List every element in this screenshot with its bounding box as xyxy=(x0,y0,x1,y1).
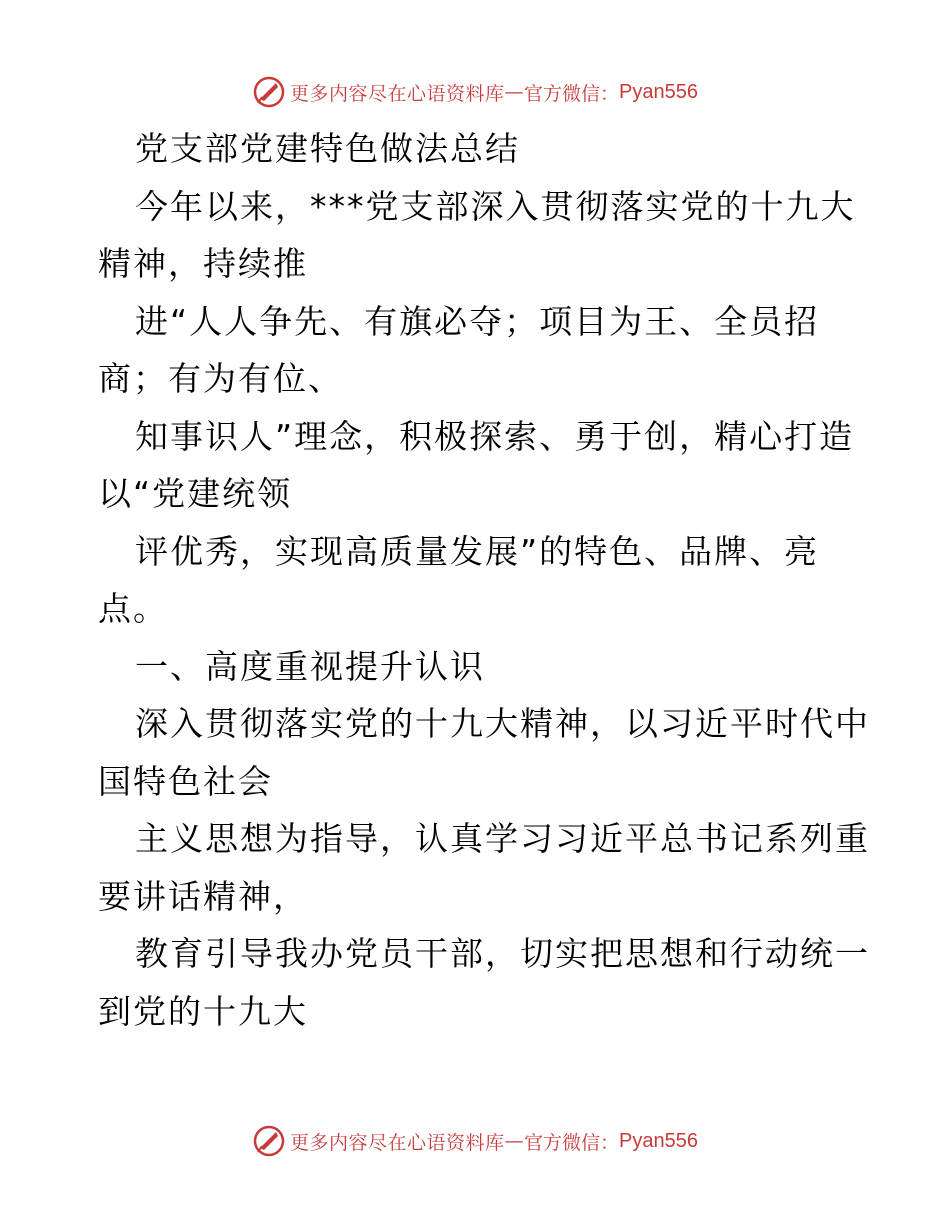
paragraph-line: 评优秀，实现高质量发展”的特色、品牌、亮 xyxy=(135,531,820,571)
paragraph-line: 深入贯彻落实党的十九大精神，以习近平时代中 xyxy=(135,704,870,743)
footer-watermark xyxy=(0,1121,950,1161)
watermark-site-text: 更多内容尽在心语资料库 xyxy=(290,1131,505,1154)
document-body xyxy=(98,120,870,1040)
paragraph-line: 点。 xyxy=(98,589,168,628)
watermark-site-text: 更多内容尽在心语资料库 xyxy=(290,82,505,105)
paragraph-line: 今年以来，***党支部深入贯彻落实党的十九大 xyxy=(135,186,856,226)
watermark-wechat-id: Pyan556 xyxy=(619,1129,698,1152)
paragraph-line: 知事识人”理念，积极探索、勇于创，精心打造 xyxy=(135,416,855,456)
paragraph-line: 进“人人争先、有旗必夺；项目为王、全员招 xyxy=(135,301,820,341)
paragraph-line: 商；有为有位、 xyxy=(98,359,343,398)
header-watermark xyxy=(0,72,950,112)
paragraph-line: 国特色社会 xyxy=(98,761,273,801)
section-heading: 一、高度重视提升认识 xyxy=(135,646,485,686)
paragraph-line: 以“党建统领 xyxy=(98,474,293,513)
watermark-wechat-label: 官方微信： xyxy=(524,82,620,105)
watermark-dash: — xyxy=(504,1130,525,1152)
watermark-dash: — xyxy=(504,81,525,103)
watermark-wechat-id: Pyan556 xyxy=(619,80,698,103)
watermark-wechat-label: 官方微信： xyxy=(524,1131,620,1154)
document-title: 党支部党建特色做法总结 xyxy=(135,129,520,168)
paragraph-line: 到党的十九大 xyxy=(98,991,308,1031)
paragraph-line: 教育引导我办党员干部，切实把思想和行动统一 xyxy=(135,934,870,973)
quill-pen-logo-icon xyxy=(252,1124,286,1158)
paragraph-line: 主义思想为指导，认真学习习近平总书记系列重 xyxy=(135,819,870,858)
quill-pen-logo-icon xyxy=(252,75,286,109)
paragraph-line: 精神，持续推 xyxy=(98,244,308,283)
paragraph-line: 要讲话精神， xyxy=(98,876,308,916)
